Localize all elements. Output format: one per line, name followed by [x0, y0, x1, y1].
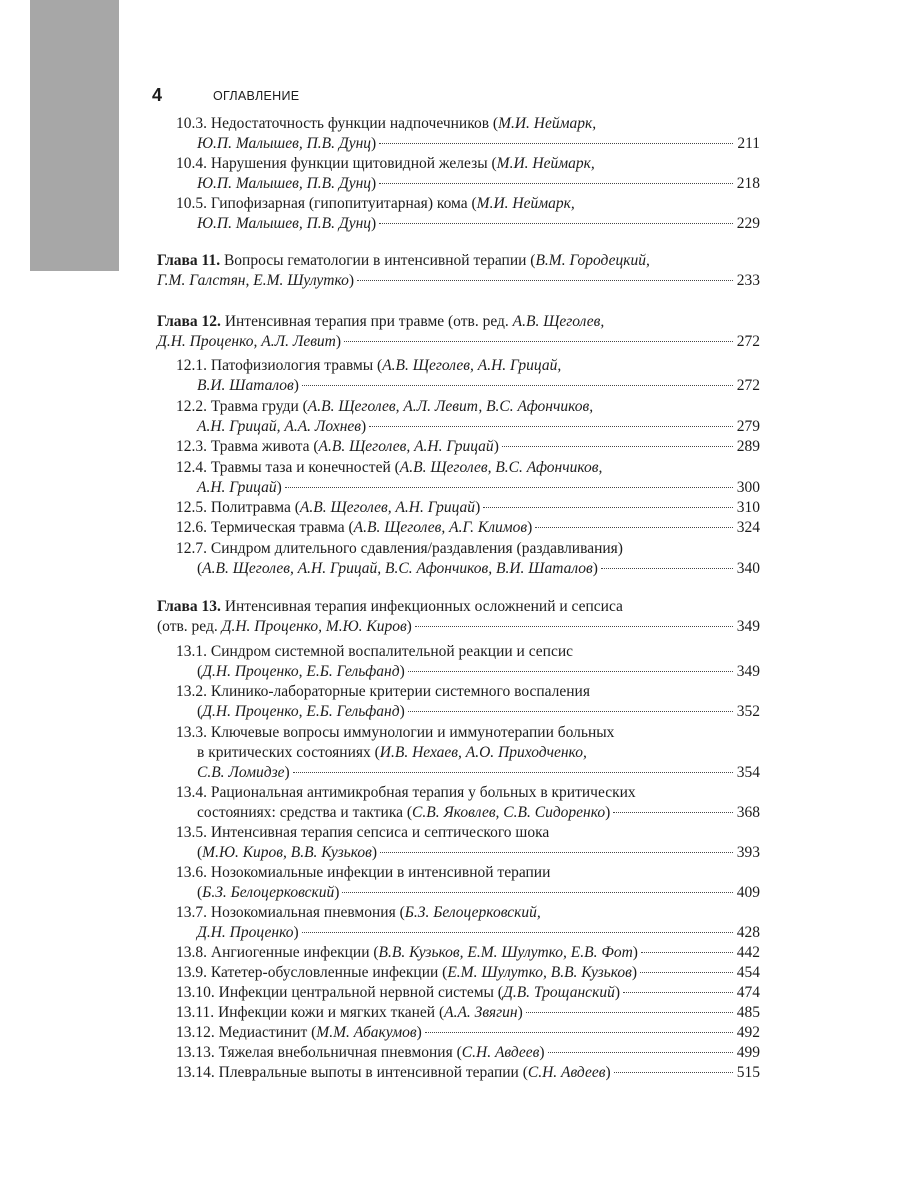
- entry-title: Травмы таза и конечностей (: [210, 459, 400, 476]
- entry-number: 13.6.: [176, 864, 207, 881]
- dot-leader: [369, 426, 733, 427]
- page-ref: 499: [736, 1044, 760, 1061]
- chapter-12-line2[interactable]: Д.Н. Проценко, А.Л. Левит) 272: [157, 333, 760, 350]
- dot-leader: [502, 446, 733, 447]
- page-ref: 349: [736, 618, 760, 635]
- toc-entry-12-4-line1[interactable]: [176, 458, 602, 478]
- page-ref: 279: [736, 418, 760, 435]
- entry-number: 13.1.: [176, 643, 207, 660]
- dot-leader: [357, 280, 733, 281]
- toc-entry-13-3-line1[interactable]: [176, 723, 614, 743]
- dot-leader: [302, 385, 733, 386]
- dot-leader: [640, 972, 733, 973]
- entry-authors: М.Ю. Киров, В.В. Кузьков: [202, 844, 372, 861]
- entry-authors: М.И. Неймарк,: [476, 195, 575, 212]
- entry-authors: Д.Н. Проценко, Е.Б. Гельфанд: [202, 703, 400, 720]
- chapter-label: Глава 13.: [157, 598, 221, 615]
- entry-authors: А.В. Щеголев, А.Л. Левит, В.С. Афончиков,: [307, 398, 594, 415]
- entry-authors: Ю.П. Малышев, П.В. Дунц: [197, 135, 372, 152]
- entry-number: 13.13.: [176, 1044, 215, 1061]
- chapter-11-line1[interactable]: [157, 251, 650, 271]
- toc-entry-13-6-line1[interactable]: [176, 863, 550, 883]
- page-ref: 272: [736, 333, 760, 350]
- entry-authors: Б.З. Белоцерковский,: [404, 904, 541, 921]
- dot-leader: [623, 992, 733, 993]
- entry-number: 12.6.: [176, 519, 207, 536]
- entry-authors: А.Н. Грицай: [197, 479, 277, 496]
- entry-authors: Д.Н. Проценко: [197, 924, 294, 941]
- entry-authors: М.И. Неймарк,: [498, 115, 597, 132]
- entry-number: 12.1.: [176, 357, 207, 374]
- page-ref: 272: [736, 377, 760, 394]
- page-ref: 474: [736, 984, 760, 1001]
- toc-entry-10-4-line1[interactable]: [176, 154, 595, 174]
- dot-leader: [379, 143, 733, 144]
- entry-authors: А.В. Щеголев, В.С. Афончиков,: [399, 459, 603, 476]
- toc-entry-13-7-line2[interactable]: Д.Н. Проценко) 428: [197, 924, 760, 941]
- toc-entry-12-2-line1[interactable]: [176, 397, 593, 417]
- chapter-authors: Д.Н. Проценко, А.Л. Левит: [157, 333, 336, 350]
- entry-authors: Ю.П. Малышев, П.В. Дунц: [197, 215, 372, 232]
- page-ref: 340: [736, 560, 760, 577]
- page-number: 4: [152, 85, 163, 105]
- toc-entry-13-5-line1[interactable]: [176, 823, 549, 843]
- chapter-title: Интенсивная терапия при травме (отв. ред.: [224, 313, 513, 330]
- dot-leader: [535, 527, 733, 528]
- entry-authors: М.М. Абакумов: [316, 1024, 417, 1041]
- toc-entry-13-12[interactable]: 13.12. Медиастинит (М.М. Абакумов) 492: [176, 1024, 760, 1041]
- running-header: ОГЛАВЛЕНИЕ: [213, 89, 300, 103]
- dot-leader: [344, 341, 733, 342]
- entry-authors: В.И. Шаталов: [197, 377, 294, 394]
- page-ref: 515: [736, 1064, 760, 1081]
- page-ref: 233: [736, 272, 760, 289]
- toc-entry-13-9[interactable]: 13.9. Катетер-обусловленные инфекции (Е.М. Шулутко, В.В. Кузьков) 454: [176, 964, 760, 981]
- page-ref: 428: [736, 924, 760, 941]
- page-ref: 492: [736, 1024, 760, 1041]
- entry-authors: Б.З. Белоцерковский: [202, 884, 335, 901]
- entry-number: 10.3.: [176, 115, 207, 132]
- toc-entry-13-8[interactable]: 13.8. Ангиогенные инфекции (В.В. Кузьков, Е.М. Шулутко, Е.В. Фот) 442: [176, 944, 760, 961]
- entry-authors: С.В. Ломидзе: [197, 764, 285, 781]
- entry-authors: А.В. Щеголев, А.Н. Грицай: [299, 499, 476, 516]
- entry-number: 12.7.: [176, 540, 207, 557]
- entry-number: 13.14.: [176, 1064, 215, 1081]
- entry-number: 13.11.: [176, 1004, 215, 1021]
- entry-title: Тяжелая внебольничная пневмония (: [218, 1044, 462, 1061]
- entry-authors: Е.М. Шулутко, В.В. Кузьков: [447, 964, 632, 981]
- entry-number: 12.5.: [176, 499, 207, 516]
- chapter-12-line1[interactable]: [157, 312, 604, 332]
- chapter-authors: В.М. Городецкий,: [535, 252, 650, 269]
- dot-leader: [613, 812, 732, 813]
- dot-leader: [285, 487, 733, 488]
- toc-entry-12-4-line2[interactable]: А.Н. Грицай) 300: [197, 479, 760, 496]
- entry-title: Патофизиология травмы (: [210, 357, 383, 374]
- dot-leader: [526, 1012, 733, 1013]
- chapter-authors: Г.М. Галстян, Е.М. Шулутко: [157, 272, 349, 289]
- dot-leader: [293, 772, 733, 773]
- entry-authors: А.В. Щеголев, А.Г. Климов: [353, 519, 528, 536]
- chapter-13-line1[interactable]: [157, 597, 623, 617]
- entry-title: Плевральные выпоты в интенсивной терапии (: [218, 1064, 528, 1081]
- dot-leader: [408, 711, 733, 712]
- toc-entry-10-3-line2[interactable]: Ю.П. Малышев, П.В. Дунц) 211: [197, 135, 760, 152]
- entry-title: Нозокомиальная пневмония (: [210, 904, 405, 921]
- entry-authors: А.Н. Грицай, А.А. Лохнев: [197, 418, 362, 435]
- entry-authors: А.В. Щеголев, А.Н. Грицай,: [382, 357, 562, 374]
- entry-authors: В.В. Кузьков, Е.М. Шулутко, Е.В. Фот: [378, 944, 633, 961]
- dot-leader: [379, 183, 733, 184]
- dot-leader: [425, 1032, 733, 1033]
- page-ref: 349: [736, 663, 760, 680]
- toc-entry-13-13[interactable]: 13.13. Тяжелая внебольничная пневмония (С.Н. Авдеев) 499: [176, 1044, 760, 1061]
- dot-leader: [408, 671, 733, 672]
- chapter-label: Глава 12.: [157, 313, 221, 330]
- entry-title: Недостаточность функции надпочечников (: [210, 115, 499, 132]
- entry-authors: М.И. Неймарк,: [496, 155, 595, 172]
- toc-entry-13-2-line1[interactable]: [176, 682, 590, 702]
- chapter-authors: Д.Н. Проценко, М.Ю. Киров: [221, 618, 407, 635]
- entry-authors: А.В. Щеголев, А.Н. Грицай: [318, 438, 494, 455]
- entry-title: Рациональная антимикробная терапия у больных в критических: [210, 784, 636, 801]
- entry-title: Нозокомиальные инфекции в интенсивной терапии: [210, 864, 551, 881]
- chapter-title: Интенсивная терапия инфекционных осложнений и сепсиса: [224, 598, 623, 615]
- page-ref: 409: [736, 884, 760, 901]
- toc-entry-13-2-line2[interactable]: (Д.Н. Проценко, Е.Б. Гельфанд) 352: [197, 703, 760, 720]
- dot-leader: [614, 1072, 733, 1073]
- entry-title: Политравма (: [210, 499, 300, 516]
- entry-title: Гипофизарная (гипопитуитарная) кома (: [210, 195, 477, 212]
- entry-title: Термическая травма (: [210, 519, 354, 536]
- dot-leader: [342, 892, 732, 893]
- dot-leader: [302, 932, 733, 933]
- dot-leader: [641, 952, 733, 953]
- page-ref: 352: [736, 703, 760, 720]
- entry-title: Ключевые вопросы иммунологии и иммунотерапии больных: [210, 724, 615, 741]
- entry-authors: Д.В. Трощанский: [502, 984, 615, 1001]
- entry-number: 12.4.: [176, 459, 207, 476]
- page-ref: 393: [736, 844, 760, 861]
- toc-entry-13-1-line2[interactable]: (Д.Н. Проценко, Е.Б. Гельфанд) 349: [197, 663, 760, 680]
- entry-number: 13.3.: [176, 724, 207, 741]
- entry-title: Клинико-лабораторные критерии системного воспаления: [210, 683, 590, 700]
- entry-title: Медиастинит (: [218, 1024, 317, 1041]
- dot-leader: [601, 568, 733, 569]
- toc-entry-13-7-line1[interactable]: [176, 903, 541, 923]
- chapter-authors: А.В. Щеголев,: [512, 313, 605, 330]
- entry-number: 13.10.: [176, 984, 215, 1001]
- page-ref: 442: [736, 944, 760, 961]
- toc-entry-13-6-line2[interactable]: (Б.З. Белоцерковский) 409: [197, 884, 760, 901]
- page-ref: 229: [736, 215, 760, 232]
- entry-number: 13.8.: [176, 944, 207, 961]
- entry-number: 12.2.: [176, 398, 207, 415]
- entry-number: 10.4.: [176, 155, 207, 172]
- page-ref: 485: [736, 1004, 760, 1021]
- toc-entry-10-3-line1[interactable]: [176, 114, 596, 134]
- chapter-13-line2[interactable]: (отв. ред. Д.Н. Проценко, М.Ю. Киров) 349: [157, 618, 760, 635]
- entry-authors: С.Н. Авдеев: [461, 1044, 540, 1061]
- page-ref: 354: [736, 764, 760, 781]
- dot-leader: [548, 1052, 733, 1053]
- entry-title: Ангиогенные инфекции (: [210, 944, 379, 961]
- toc-entry-13-5-line2[interactable]: (М.Ю. Киров, В.В. Кузьков) 393: [197, 844, 760, 861]
- entry-number: 13.9.: [176, 964, 207, 981]
- dot-leader: [380, 852, 733, 853]
- page-ref: 324: [736, 519, 760, 536]
- entry-number: 13.5.: [176, 824, 207, 841]
- entry-authors: И.В. Нехаев, А.О. Приходченко,: [379, 744, 587, 761]
- toc-entry-12-6[interactable]: 12.6. Термическая травма (А.В. Щеголев, А.Г. Климов) 324: [176, 519, 760, 536]
- page-ref: 454: [736, 964, 760, 981]
- entry-number: 13.4.: [176, 784, 207, 801]
- toc-entry-10-4-line2[interactable]: Ю.П. Малышев, П.В. Дунц) 218: [197, 175, 760, 192]
- entry-authors: А.А. Звягин: [444, 1004, 518, 1021]
- dot-leader: [483, 507, 733, 508]
- dot-leader: [379, 223, 733, 224]
- page-ref: 218: [736, 175, 760, 192]
- entry-title: Синдром длительного сдавления/раздавления (раздавливания): [210, 540, 623, 557]
- entry-title: Инфекции кожи и мягких тканей (: [218, 1004, 445, 1021]
- entry-title: Катетер-обусловленные инфекции (: [210, 964, 448, 981]
- chapter-label: Глава 11.: [157, 252, 221, 269]
- dot-leader: [415, 626, 733, 627]
- toc-entry-13-3-line2[interactable]: в критических состояниях (И.В. Нехаев, А.О. Приходченко,: [197, 744, 587, 761]
- chapter-11-line2[interactable]: Г.М. Галстян, Е.М. Шулутко) 233: [157, 272, 760, 289]
- entry-authors: С.В. Яковлев, С.В. Сидоренко: [412, 804, 606, 821]
- entry-title: Инфекции центральной нервной системы (: [218, 984, 503, 1001]
- entry-number: 13.12.: [176, 1024, 215, 1041]
- entry-title: Травма живота (: [210, 438, 319, 455]
- toc-entry-10-5-line2[interactable]: Ю.П. Малышев, П.В. Дунц) 229: [197, 215, 760, 232]
- toc-entry-13-1-line1[interactable]: [176, 642, 573, 662]
- entry-number: 13.2.: [176, 683, 207, 700]
- entry-authors: А.В. Щеголев, А.Н. Грицай, В.С. Афончиков, В.И. Шаталов: [202, 560, 593, 577]
- entry-number: 12.3.: [176, 438, 207, 455]
- toc-entry-12-3[interactable]: 12.3. Травма живота (А.В. Щеголев, А.Н. Грицай) 289: [176, 438, 760, 455]
- toc-entry-12-1-line2[interactable]: В.И. Шаталов) 272: [197, 377, 760, 394]
- toc-entry-12-7-line2[interactable]: (А.В. Щеголев, А.Н. Грицай, В.С. Афончиков, В.И. Шаталов) 340: [197, 560, 760, 577]
- entry-title: Синдром системной воспалительной реакции и сепсис: [210, 643, 574, 660]
- entry-authors: Ю.П. Малышев, П.В. Дунц: [197, 175, 372, 192]
- entry-number: 10.5.: [176, 195, 207, 212]
- toc-entry-10-5-line1[interactable]: [176, 194, 575, 214]
- chapter-title: Вопросы гематологии в интенсивной терапии (: [223, 252, 536, 269]
- toc-entry-13-10[interactable]: 13.10. Инфекции центральной нервной системы (Д.В. Трощанский) 474: [176, 984, 760, 1001]
- toc-entry-13-4-line1[interactable]: [176, 783, 636, 803]
- entry-title: Нарушения функции щитовидной железы (: [210, 155, 497, 172]
- toc-entry-12-7-line1[interactable]: [176, 539, 623, 559]
- entry-authors: Д.Н. Проценко, Е.Б. Гельфанд: [202, 663, 400, 680]
- entry-title: Интенсивная терапия сепсиса и септического шока: [210, 824, 550, 841]
- page-ref: 211: [737, 135, 760, 152]
- toc-entry-12-5[interactable]: 12.5. Политравма (А.В. Щеголев, А.Н. Грицай) 310: [176, 499, 760, 516]
- page-ref: 368: [736, 804, 760, 821]
- entry-authors: С.Н. Авдеев: [527, 1064, 606, 1081]
- toc-entry-13-4-line2[interactable]: состояниях: средства и тактика (С.В. Яковлев, С.В. Сидоренко) 368: [197, 804, 760, 821]
- page-ref: 300: [736, 479, 760, 496]
- toc-entry-12-2-line2[interactable]: А.Н. Грицай, А.А. Лохнев) 279: [197, 418, 760, 435]
- toc-entry-12-1-line1[interactable]: [176, 356, 561, 376]
- toc-entry-13-3-line3[interactable]: С.В. Ломидзе) 354: [197, 764, 760, 781]
- toc-entry-13-11[interactable]: 13.11. Инфекции кожи и мягких тканей (А.А. Звягин) 485: [176, 1004, 760, 1021]
- entry-title: Травма груди (: [210, 398, 308, 415]
- page-ref: 289: [736, 438, 760, 455]
- entry-number: 13.7.: [176, 904, 207, 921]
- page-ref: 310: [736, 499, 760, 516]
- toc-entry-13-14[interactable]: 13.14. Плевральные выпоты в интенсивной терапии (С.Н. Авдеев) 515: [176, 1064, 760, 1081]
